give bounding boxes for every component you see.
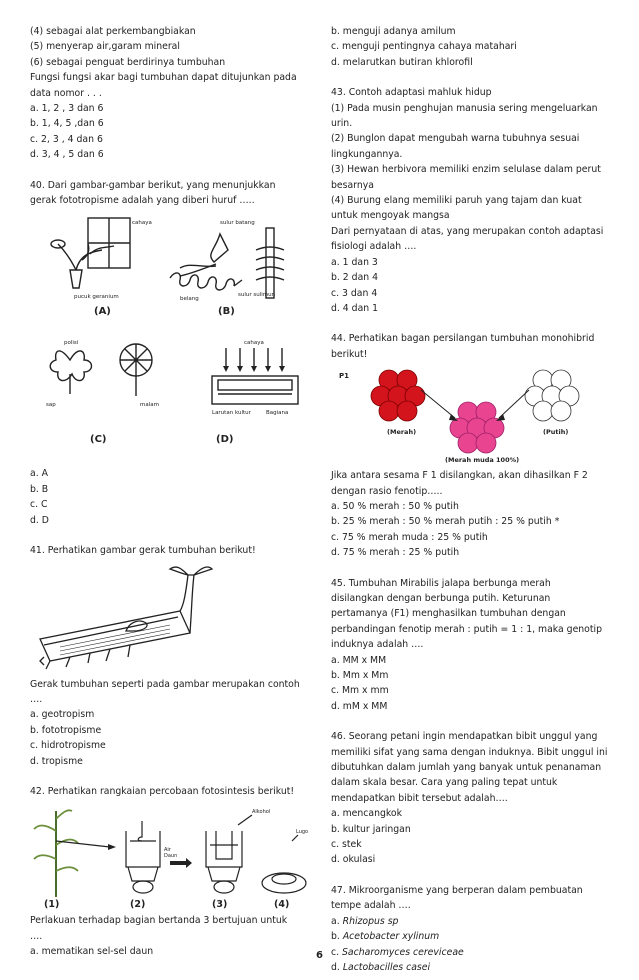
option-prefix: a.: [331, 915, 343, 927]
question-46: 46. Seorang petani ingin mendapatkan bibit unggul yang: [331, 731, 598, 743]
fig-label-c: (C): [90, 434, 107, 446]
label-pucuk: pucuk geranium: [74, 294, 119, 301]
text-line: tempe adalah ….: [331, 900, 411, 912]
right-column: [331, 24, 616, 975]
white-flower: [525, 370, 579, 421]
option: a. 1 dan 3: [331, 256, 378, 268]
text-line: data nomor . . .: [30, 87, 102, 99]
option: [331, 914, 616, 929]
label-sulur: sulur batang: [220, 220, 255, 227]
option: d. 3, 4 , 5 dan 6: [30, 149, 104, 161]
fig-label-b: (B): [218, 306, 235, 318]
label-polisi: polisi: [64, 340, 79, 347]
option: d. mM x MM: [331, 700, 388, 712]
pot-shape: [70, 270, 82, 288]
fig-label-a: (A): [94, 306, 111, 318]
text-line: (4) Burung elang memiliki paruh yang tajam dan kuat: [331, 195, 582, 207]
question-42: 42. Perhatikan rangkaian percobaan fotosintesis berikut!: [30, 785, 295, 797]
phototropism-figure: [30, 210, 310, 462]
label-sap: sap: [46, 402, 56, 409]
monohybrid-cross-figure: [331, 364, 616, 464]
label-merah: (Merah): [387, 428, 417, 437]
label-bagian: Bagiana: [266, 410, 289, 417]
text-line: Gerak tumbuhan seperti pada gambar merupakan contoh: [30, 678, 300, 690]
option: d. 4 dan 1: [331, 302, 379, 314]
text-line: urin.: [331, 118, 353, 130]
label-malam: malam: [140, 402, 159, 409]
text-line: untuk mengoyak mangsa: [331, 210, 450, 222]
text-line: (1) Pada musin penghujan manusia sering mengeluarkan: [331, 102, 598, 114]
question-44-cont: berikut!: [331, 348, 368, 360]
question-40-cont: gerak fototropisme adalah yang diberi huruf …..: [30, 195, 255, 207]
label-cahaya: cahaya: [132, 220, 152, 227]
label-alkohol: Alkohol: [252, 809, 271, 816]
option: a. A: [30, 468, 48, 480]
fig-label-2: (2): [130, 899, 146, 910]
label-merah-muda: (Merah muda 100%): [445, 456, 520, 465]
left-column: [30, 24, 310, 960]
option: b. menguji adanya amilum: [331, 26, 456, 37]
text-line: Fungsi fungsi akar bagi tumbuhan dapat ditujunkan pada: [30, 72, 297, 84]
text-line: fisiologi adalah ….: [331, 241, 417, 253]
text-line: perbandingan fenotip merah : putih = 1 : 1, maka genotip: [331, 623, 602, 635]
text-line: disilangkan dengan berbunga putih. Keturunan: [331, 592, 551, 604]
text-line: dalam skala besar. Cara yang paling tepat untuk: [331, 777, 558, 789]
question-41: 41. Perhatikan gambar gerak tumbuhan berikut!: [30, 545, 256, 557]
text-line: Perlakuan terhadap bagian bertanda 3 bertujuan untuk: [30, 915, 288, 927]
option: [331, 929, 616, 944]
option: c. menguji pentingnya cahaya matahari: [331, 41, 517, 53]
page-number: 6: [316, 950, 323, 961]
text-line: mendapatkan bibit tersebut adalah….: [331, 792, 508, 804]
text-line: (3) Hewan herbivora memiliki enzim selulase dalam perut: [331, 164, 601, 176]
text-line: Dari pernyataan di atas, yang merupakan contoh adaptasi: [331, 225, 604, 237]
organism-name: Rhizopus sp: [342, 915, 399, 927]
option: c. C: [30, 499, 48, 511]
fig-label-d: (D): [216, 434, 234, 446]
question-45: 45. Tumbuhan Mirabilis jalapa berbunga merah: [331, 577, 551, 589]
option: c. 2, 3 , 4 dan 6: [30, 133, 103, 145]
fig-label-4: (4): [274, 899, 290, 910]
organism-name: Lactobacilles casei: [342, 961, 431, 973]
option: b. 25 % merah : 50 % merah putih : 25 % putih *: [331, 516, 560, 528]
text-line: induknya adalah ….: [331, 639, 424, 651]
option: a. mencangkok: [331, 808, 403, 820]
text-line: (5) menyerap air,garam mineral: [30, 41, 180, 53]
option: a. geotropism: [30, 709, 95, 721]
option: c. 75 % merah muda : 25 % putih: [331, 531, 488, 543]
option: [331, 960, 616, 975]
option: c. hidrotropisme: [30, 740, 106, 752]
option: a. MM x MM: [331, 654, 387, 666]
organism-name: Acetobacter xylinum: [342, 931, 440, 943]
option: b. 2 dan 4: [331, 272, 379, 284]
label-lugo: Lugo: [296, 829, 309, 836]
stem-shape: [180, 575, 194, 633]
question-43: 43. Contoh adaptasi mahluk hidup: [331, 87, 492, 99]
text-line: besarnya: [331, 179, 374, 191]
option: c. stek: [331, 839, 362, 851]
option: a. 1, 2 , 3 dan 6: [30, 103, 104, 115]
text-line: Jika antara sesama F 1 disilangkan, akan dihasilkan F 2: [331, 470, 588, 482]
option: d. tropisme: [30, 755, 83, 767]
option: c. Mm x mm: [331, 685, 389, 697]
option: b. 1, 4, 5 ,dan 6: [30, 118, 104, 130]
label-putih: (Putih): [543, 428, 569, 437]
text-line: ….: [30, 930, 43, 942]
fig-label-1: (1): [44, 899, 60, 910]
text-line: memiliki sifat yang sama dengan induknya. Bibit unggul ini: [331, 746, 608, 758]
text-line: (2) Bunglon dapat mengubah warna tubuhnya sesuai: [331, 133, 580, 145]
option: d. 75 % merah : 25 % putih: [331, 547, 460, 559]
text-line: ….: [30, 693, 43, 705]
pink-flower: [450, 402, 504, 453]
label-p1: P1: [339, 372, 350, 381]
option: d. okulasi: [331, 854, 376, 866]
option: b. fototropisme: [30, 724, 102, 736]
question-40: 40. Dari gambar-gambar berikut, yang menunjukkan: [30, 179, 276, 191]
red-flower: [371, 370, 425, 421]
geotropism-figure: [30, 561, 310, 673]
option: d. D: [30, 514, 49, 526]
text-line: lingkungannya.: [331, 148, 403, 160]
label-daun: Daun: [164, 853, 178, 860]
label-kultur: Larutan kultur: [212, 410, 251, 417]
option-prefix: c.: [331, 946, 343, 958]
option: d. melarutkan butiran khlorofil: [331, 56, 473, 68]
option: b. B: [30, 483, 49, 495]
text-line: pertamanya (F1) menghasilkan tumbuhan dengan: [331, 608, 566, 620]
question-44: 44. Perhatikan bagan persilangan tumbuhan monohibrid: [331, 333, 595, 345]
text-line: dengan rasio fenotip…..: [331, 485, 443, 497]
text-line: dibutuhkan dalam jumlah yang banyak untuk penanaman: [331, 762, 602, 774]
label-air: Air: [164, 847, 171, 854]
option-prefix: d.: [331, 961, 343, 973]
option-prefix: b.: [331, 931, 343, 943]
label-belang: belang: [180, 296, 199, 303]
fig-label-3: (3): [212, 899, 228, 910]
leaf-disc-shape: [50, 351, 91, 381]
question-47: 47. Mikroorganisme yang berperan dalam pembuatan: [331, 884, 583, 896]
organism-name: Sacharomyces cereviceae: [342, 946, 464, 958]
label-sulur2: sulur sulimun: [238, 292, 276, 299]
option: a. 50 % merah : 50 % putih: [331, 500, 459, 512]
text-line: (4) sebagai alat perkembangbiakan: [30, 26, 196, 37]
option: b. Mm x Mm: [331, 670, 389, 681]
option: a. mematikan sel-sel daun: [30, 946, 154, 958]
option: b. kultur jaringan: [331, 823, 411, 835]
option: c. 3 dan 4: [331, 287, 378, 299]
photosynthesis-figure: [30, 801, 310, 909]
label-cahaya2: cahaya: [244, 340, 264, 347]
text-line: (6) sebagai penguat berdirinya tumbuhan: [30, 56, 226, 68]
